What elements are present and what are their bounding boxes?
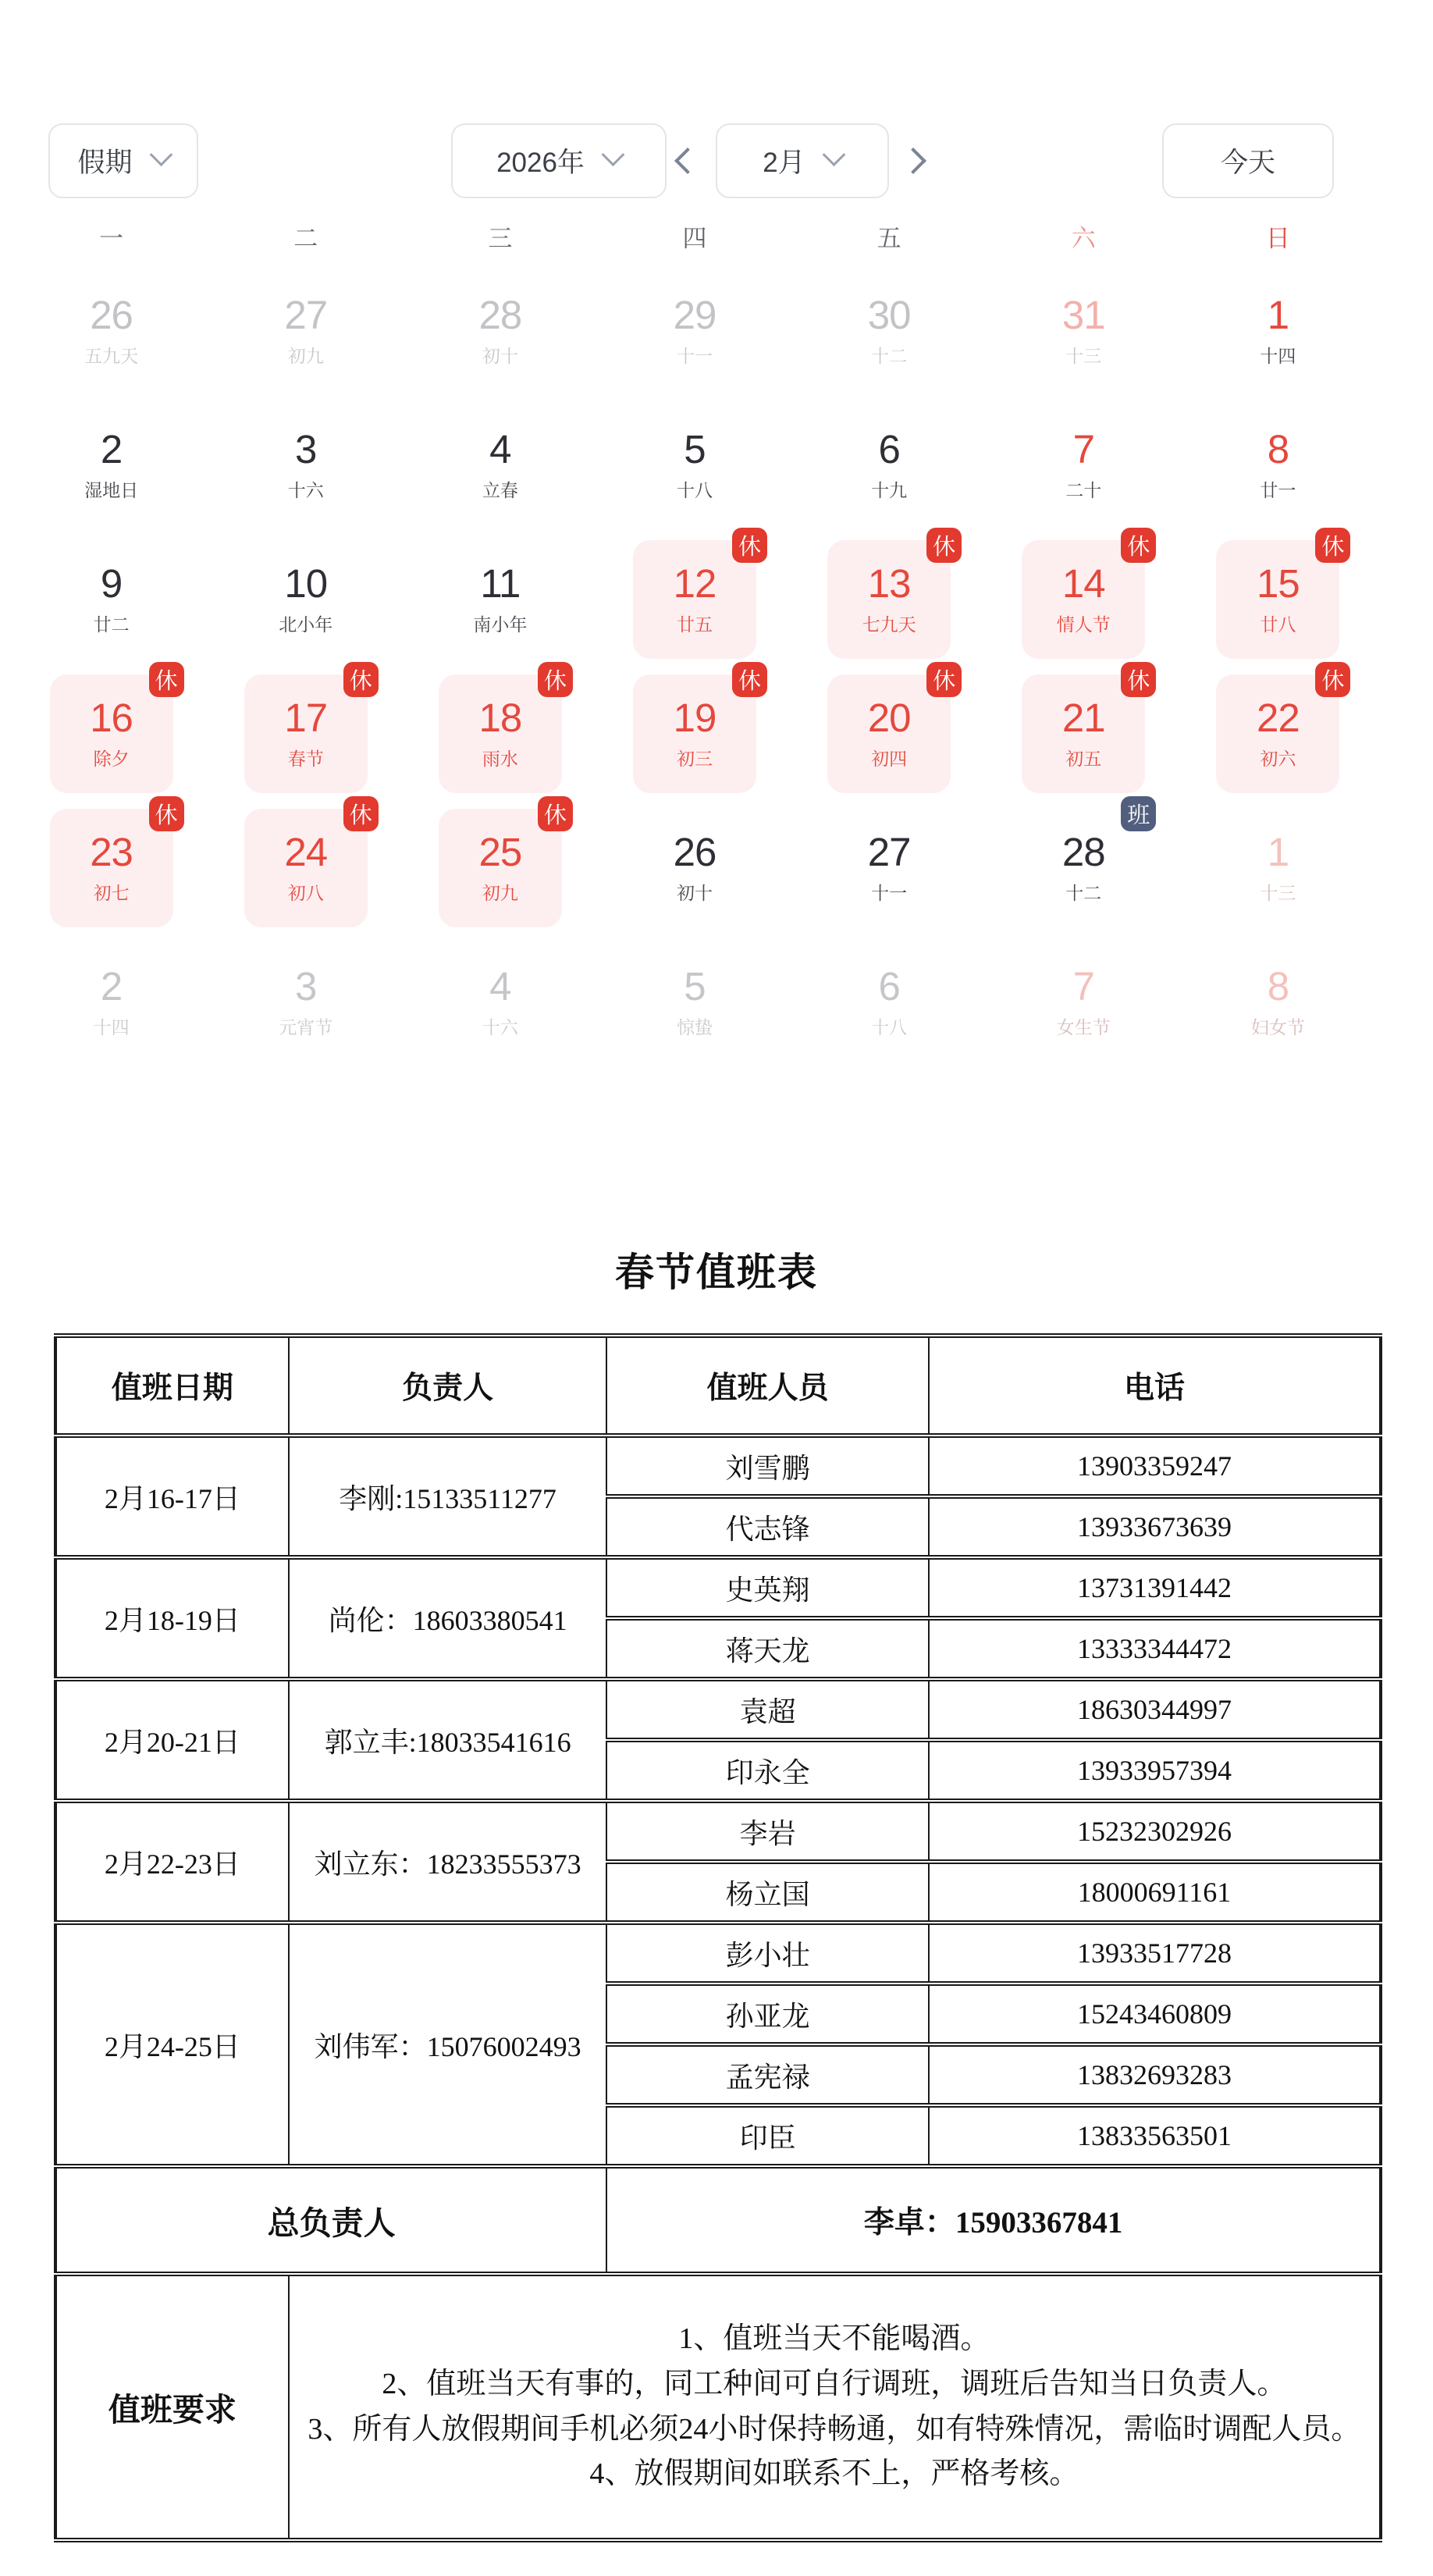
calendar-day-cell[interactable] — [1181, 667, 1375, 801]
day-lunar-label: 廿五 — [676, 614, 713, 635]
calendar-day-cell[interactable] — [403, 398, 597, 532]
calendar-day-cell[interactable] — [403, 935, 597, 1069]
day-box — [50, 540, 173, 659]
day-number: 10 — [284, 560, 328, 606]
day-box — [827, 943, 951, 1062]
roster-rules-row — [55, 2274, 1381, 2540]
day-number: 15 — [1257, 560, 1300, 606]
previous-month-button[interactable] — [670, 123, 706, 198]
roster-chief-row — [55, 2166, 1381, 2274]
calendar-day-cell[interactable] — [597, 935, 791, 1069]
rules-label-cell: 值班要求 — [55, 2274, 289, 2540]
day-number: 24 — [284, 829, 328, 874]
calendar-day-cell[interactable] — [597, 264, 791, 398]
staff-phone-cell: 13933673639 — [929, 1496, 1381, 1557]
staff-name-cell: 代志锋 — [606, 1496, 929, 1557]
staff-name-cell: 李岩 — [606, 1801, 929, 1862]
day-lunar-label: 初七 — [93, 883, 130, 904]
roster-staff-row — [55, 1557, 1381, 1618]
day-box — [50, 669, 178, 793]
day-number: 2 — [100, 426, 123, 471]
day-lunar-label: 雨水 — [482, 749, 518, 770]
day-box — [244, 272, 368, 390]
day-lunar-label: 北小年 — [279, 614, 333, 635]
duty-date-cell: 2月16-17日 — [55, 1436, 289, 1557]
calendar-day-cell[interactable] — [14, 935, 208, 1069]
staff-name-cell: 彭小壮 — [606, 1923, 929, 1984]
calendar-day-cell[interactable] — [792, 801, 987, 935]
day-box — [244, 406, 368, 525]
roster-header-cell: 负责人 — [289, 1336, 607, 1436]
day-box — [439, 803, 567, 927]
roster-header-cell: 值班人员 — [606, 1336, 929, 1436]
day-lunar-label: 廿八 — [1260, 614, 1296, 635]
day-lunar-label: 十一 — [871, 883, 908, 904]
day-number: 5 — [684, 426, 706, 471]
day-lunar-label: 十四 — [1260, 346, 1296, 367]
weekday-label: 四 — [682, 224, 707, 252]
calendar-day-cell[interactable] — [208, 398, 403, 532]
chevron-down-icon — [149, 143, 172, 166]
staff-name-cell: 蒋天龙 — [606, 1618, 929, 1679]
day-box — [633, 406, 756, 525]
calendar-day-cell[interactable] — [14, 398, 208, 532]
day-number: 14 — [1061, 560, 1105, 606]
day-number: 12 — [673, 560, 716, 606]
rest-day-badge: 休 — [538, 662, 573, 697]
day-box — [50, 943, 173, 1062]
staff-name-cell: 史英翔 — [606, 1557, 929, 1618]
day-box — [633, 809, 756, 927]
staff-phone-cell: 15243460809 — [929, 1984, 1381, 2044]
weekday-label: 六 — [1071, 224, 1096, 252]
day-number: 30 — [867, 292, 911, 337]
staff-name-cell: 杨立国 — [606, 1862, 929, 1923]
weekday-label: 三 — [488, 224, 513, 252]
day-box — [827, 406, 951, 525]
staff-phone-cell: 13903359247 — [929, 1436, 1381, 1496]
day-lunar-label: 二十 — [1065, 480, 1102, 501]
roster-title: 春节值班表 — [615, 1251, 818, 1294]
day-number: 23 — [90, 829, 133, 874]
rule-line: 4、放假期间如联系不上，严格考核。 — [589, 2457, 1079, 2491]
roster-header-cell: 值班日期 — [55, 1336, 289, 1436]
rest-day-badge: 休 — [343, 796, 379, 831]
calendar-day-cell[interactable] — [403, 667, 597, 801]
day-lunar-label: 十九 — [871, 480, 908, 501]
day-box — [1022, 406, 1145, 525]
day-box — [244, 669, 372, 793]
chevron-right-icon — [900, 148, 926, 174]
view-mode-dropdown[interactable] — [48, 123, 198, 198]
calendar-day-cell[interactable] — [792, 264, 987, 398]
day-lunar-label: 除夕 — [93, 749, 130, 770]
rest-day-badge: 休 — [732, 662, 767, 697]
roster-staff-row — [55, 1436, 1381, 1496]
day-box — [1022, 669, 1150, 793]
staff-phone-cell: 13333344472 — [929, 1618, 1381, 1679]
day-number: 9 — [100, 560, 123, 606]
day-number: 8 — [1267, 963, 1289, 1009]
calendar-day-cell[interactable] — [792, 667, 987, 801]
day-lunar-label: 十三 — [1065, 346, 1102, 367]
calendar-day-cell[interactable] — [597, 532, 791, 667]
staff-name-cell: 印永全 — [606, 1740, 929, 1801]
rest-day-badge: 休 — [926, 662, 962, 697]
chevron-down-icon — [602, 143, 625, 166]
day-lunar-label: 元宵节 — [279, 1017, 333, 1038]
calendar-day-cell[interactable] — [14, 801, 208, 935]
day-box — [439, 669, 567, 793]
day-box — [1216, 669, 1345, 793]
day-lunar-label: 七九天 — [862, 614, 916, 635]
duty-date-cell: 2月22-23日 — [55, 1801, 289, 1923]
rest-day-badge: 休 — [1121, 662, 1156, 697]
day-box — [50, 803, 178, 927]
day-lunar-label: 立春 — [482, 480, 518, 501]
staff-phone-cell: 18630344997 — [929, 1679, 1381, 1740]
weekday-label: 五 — [877, 224, 901, 252]
staff-name-cell: 刘雪鹏 — [606, 1436, 929, 1496]
calendar-day-cell[interactable] — [597, 398, 791, 532]
day-number: 22 — [1257, 695, 1300, 740]
day-number: 3 — [295, 963, 317, 1009]
duty-date-cell: 2月24-25日 — [55, 1923, 289, 2166]
staff-name-cell: 孟宪禄 — [606, 2044, 929, 2105]
day-lunar-label: 女生节 — [1056, 1017, 1111, 1038]
work-day-badge: 班 — [1121, 796, 1156, 831]
chief-label-cell: 总负责人 — [55, 2166, 606, 2274]
calendar-day-cell[interactable] — [987, 532, 1181, 667]
duty-lead-cell: 郭立丰:18033541616 — [289, 1679, 607, 1801]
year-label: 2026年 — [496, 148, 585, 178]
roster-staff-row — [55, 1801, 1381, 1862]
day-number: 1 — [1267, 292, 1289, 337]
day-lunar-label: 十一 — [676, 346, 713, 367]
day-lunar-label: 十八 — [676, 480, 713, 501]
day-lunar-label: 南小年 — [473, 614, 528, 635]
day-number: 2 — [100, 963, 123, 1009]
rules-body-cell — [289, 2274, 1381, 2540]
chevron-down-icon — [822, 143, 845, 166]
day-number: 8 — [1267, 426, 1289, 471]
rest-day-badge: 休 — [149, 662, 184, 697]
staff-phone-cell: 18000691161 — [929, 1862, 1381, 1923]
rest-day-badge: 休 — [343, 662, 379, 697]
view-mode-label: 假期 — [77, 148, 133, 178]
roster-header-cell: 电话 — [929, 1336, 1381, 1436]
day-number: 25 — [478, 829, 522, 874]
day-lunar-label: 春节 — [287, 749, 324, 770]
day-lunar-label: 十二 — [871, 346, 908, 367]
calendar-day-cell[interactable] — [1181, 801, 1375, 935]
rest-day-badge: 休 — [1315, 528, 1350, 563]
day-lunar-label: 十六 — [482, 1017, 518, 1038]
day-lunar-label: 初十 — [482, 346, 518, 367]
rest-day-badge: 休 — [1315, 662, 1350, 697]
day-lunar-label: 初八 — [287, 883, 324, 904]
day-number: 28 — [478, 292, 522, 337]
day-box — [1022, 535, 1150, 659]
calendar-day-cell[interactable] — [208, 935, 403, 1069]
calendar-day-cell[interactable] — [1181, 935, 1375, 1069]
staff-phone-cell: 13832693283 — [929, 2044, 1381, 2105]
day-lunar-label: 初九 — [482, 883, 518, 904]
rest-day-badge: 休 — [1121, 528, 1156, 563]
rest-day-badge: 休 — [538, 796, 573, 831]
calendar-day-cell[interactable] — [403, 264, 597, 398]
day-lunar-label: 十二 — [1065, 883, 1102, 904]
day-box — [1216, 535, 1345, 659]
day-number: 17 — [284, 695, 328, 740]
month-label: 2月 — [763, 148, 805, 178]
calendar-day-cell[interactable] — [1181, 264, 1375, 398]
day-lunar-label: 初五 — [1065, 749, 1102, 770]
day-lunar-label: 十三 — [1260, 883, 1296, 904]
day-number: 6 — [878, 963, 900, 1009]
rule-line: 3、所有人放假期间手机必须24小时保持畅通，如有特殊情况，需临时调配人员。 — [308, 2412, 1361, 2446]
staff-name-cell: 印臣 — [606, 2105, 929, 2166]
day-box — [439, 272, 562, 390]
chief-phone-cell: 李卓：15903367841 — [606, 2166, 1381, 2274]
roster-header-row — [55, 1336, 1381, 1436]
rule-line: 2、值班当天有事的，同工种间可自行调班，调班后告知当日负责人。 — [382, 2367, 1287, 2400]
day-number: 4 — [489, 963, 511, 1009]
day-box — [633, 669, 761, 793]
day-lunar-label: 初六 — [1260, 749, 1296, 770]
calendar-day-cell[interactable] — [987, 264, 1181, 398]
day-box — [827, 535, 956, 659]
day-lunar-label: 初四 — [871, 749, 908, 770]
day-number: 13 — [867, 560, 911, 606]
staff-phone-cell: 13833563501 — [929, 2105, 1381, 2166]
day-box — [633, 272, 756, 390]
calendar-day-cell[interactable] — [987, 801, 1181, 935]
today-label: 今天 — [1220, 148, 1275, 178]
day-lunar-label: 十四 — [93, 1017, 130, 1038]
calendar-day-cell[interactable] — [208, 801, 403, 935]
day-number: 26 — [90, 292, 133, 337]
rule-line: 1、值班当天不能喝酒。 — [678, 2322, 990, 2355]
duty-date-cell: 2月20-21日 — [55, 1679, 289, 1801]
day-number: 6 — [878, 426, 900, 471]
day-lunar-label: 廿二 — [93, 614, 130, 635]
weekday-label: 一 — [99, 224, 124, 252]
calendar-day-cell[interactable] — [14, 532, 208, 667]
month-dropdown[interactable] — [716, 123, 889, 198]
staff-phone-cell: 13933517728 — [929, 1923, 1381, 1984]
calendar-day-cell[interactable] — [987, 935, 1181, 1069]
day-box — [244, 803, 372, 927]
day-number: 29 — [673, 292, 716, 337]
day-number: 11 — [480, 560, 521, 606]
calendar-day-cell[interactable] — [208, 532, 403, 667]
day-box — [50, 272, 173, 390]
day-number: 21 — [1061, 695, 1105, 740]
staff-name-cell: 孙亚龙 — [606, 1984, 929, 2044]
day-box — [50, 406, 173, 525]
day-number: 3 — [295, 426, 317, 471]
day-box — [633, 943, 756, 1062]
calendar-day-cell[interactable] — [14, 667, 208, 801]
day-box — [439, 540, 562, 659]
calendar-day-cell[interactable] — [597, 801, 791, 935]
day-lunar-label: 湿地日 — [84, 480, 139, 501]
day-box — [1022, 943, 1145, 1062]
calendar-grid — [14, 264, 1375, 1069]
today-button[interactable] — [1162, 123, 1334, 198]
calendar-day-cell[interactable] — [792, 532, 987, 667]
calendar-day-cell[interactable] — [403, 801, 597, 935]
day-box — [1216, 943, 1339, 1062]
day-number: 5 — [684, 963, 706, 1009]
calendar-day-cell[interactable] — [1181, 398, 1375, 532]
day-box — [1216, 406, 1339, 525]
year-dropdown[interactable] — [451, 123, 667, 198]
staff-phone-cell: 13731391442 — [929, 1557, 1381, 1618]
day-box — [633, 535, 761, 659]
roster-staff-row — [55, 1923, 1381, 1984]
calendar-day-cell[interactable] — [987, 398, 1181, 532]
day-number: 31 — [1061, 292, 1105, 337]
duty-lead-cell: 李刚:15133511277 — [289, 1436, 607, 1557]
weekday-header-row — [14, 217, 1375, 254]
rest-day-badge: 休 — [926, 528, 962, 563]
day-lunar-label: 五九天 — [84, 346, 139, 367]
calendar-day-cell[interactable] — [403, 532, 597, 667]
rest-day-badge: 休 — [732, 528, 767, 563]
day-box — [244, 540, 368, 659]
day-box — [244, 943, 368, 1062]
day-number: 7 — [1072, 963, 1094, 1009]
day-box — [439, 406, 562, 525]
day-lunar-label: 惊蛰 — [676, 1017, 713, 1038]
day-box — [1022, 272, 1145, 390]
duty-date-cell: 2月18-19日 — [55, 1557, 289, 1679]
day-number: 19 — [673, 695, 716, 740]
duty-lead-cell: 刘伟军：15076002493 — [289, 1923, 607, 2166]
day-box — [827, 809, 951, 927]
next-month-button[interactable] — [895, 123, 931, 198]
calendar-day-cell[interactable] — [987, 667, 1181, 801]
day-number: 18 — [478, 695, 522, 740]
day-lunar-label: 初十 — [676, 883, 713, 904]
staff-phone-cell: 13933957394 — [929, 1740, 1381, 1801]
calendar-day-cell[interactable] — [792, 935, 987, 1069]
day-box — [439, 943, 562, 1062]
day-lunar-label: 廿一 — [1260, 480, 1296, 501]
day-lunar-label: 初九 — [287, 346, 324, 367]
day-lunar-label: 情人节 — [1056, 614, 1111, 635]
day-box — [827, 669, 956, 793]
calendar-day-cell[interactable] — [208, 667, 403, 801]
day-number: 16 — [90, 695, 133, 740]
duty-lead-cell: 尚伦：18603380541 — [289, 1557, 607, 1679]
day-box — [1216, 272, 1339, 390]
calendar-day-cell[interactable] — [792, 398, 987, 532]
rest-day-badge: 休 — [149, 796, 184, 831]
day-lunar-label: 十八 — [871, 1017, 908, 1038]
day-number: 27 — [867, 829, 911, 874]
day-lunar-label: 十六 — [287, 480, 324, 501]
day-number: 1 — [1267, 829, 1289, 874]
calendar-day-cell[interactable] — [14, 264, 208, 398]
chevron-left-icon — [674, 148, 701, 174]
day-number: 27 — [284, 292, 328, 337]
calendar-day-cell[interactable] — [208, 264, 403, 398]
day-number: 4 — [489, 426, 511, 471]
weekday-label: 二 — [293, 224, 318, 252]
day-number: 26 — [673, 829, 716, 874]
day-lunar-label: 妇女节 — [1250, 1017, 1305, 1038]
day-number: 7 — [1072, 426, 1094, 471]
day-box — [1216, 809, 1339, 927]
duty-lead-cell: 刘立东：18233555373 — [289, 1801, 607, 1923]
day-lunar-label: 初三 — [676, 749, 713, 770]
calendar-day-cell[interactable] — [597, 667, 791, 801]
day-box — [1022, 803, 1150, 927]
roster-staff-row — [55, 1679, 1381, 1740]
day-number: 20 — [867, 695, 911, 740]
calendar-day-cell[interactable] — [1181, 532, 1375, 667]
staff-name-cell: 袁超 — [606, 1679, 929, 1740]
day-box — [827, 272, 951, 390]
staff-phone-cell: 15232302926 — [929, 1801, 1381, 1862]
weekday-label: 日 — [1265, 224, 1290, 252]
duty-roster-table — [54, 1333, 1382, 2542]
calendar-toolbar — [0, 123, 1433, 201]
day-number: 28 — [1061, 829, 1105, 874]
